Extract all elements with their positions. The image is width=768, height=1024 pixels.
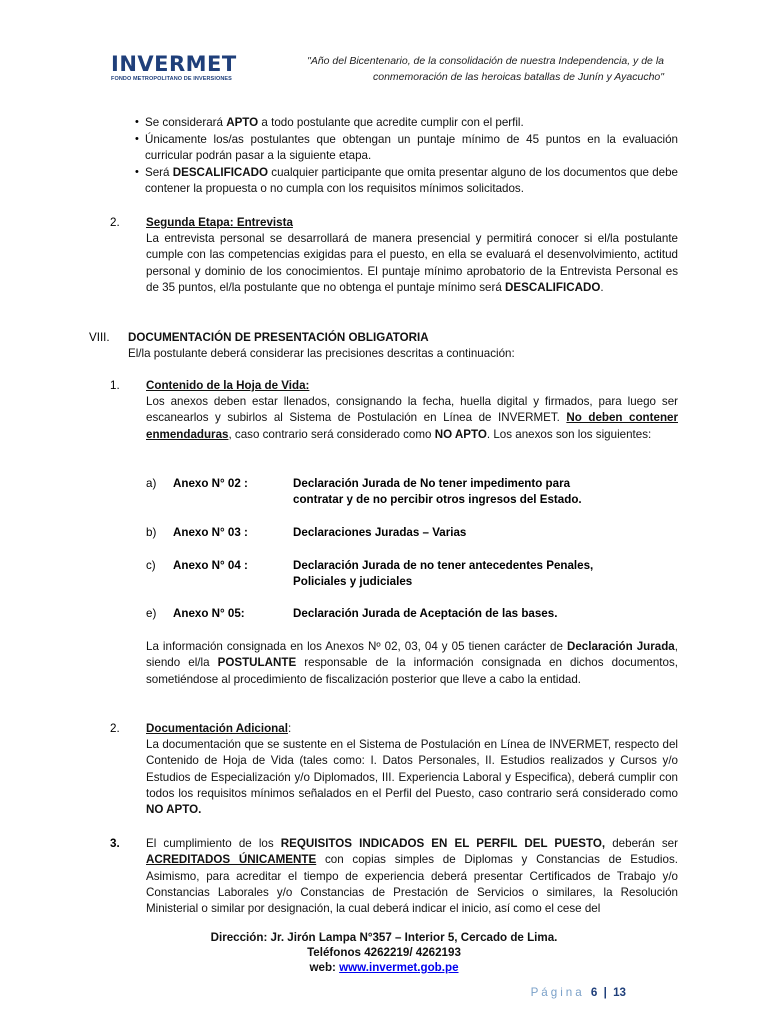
page-separator: | — [603, 986, 607, 999]
item-1-number: 1. — [110, 379, 120, 392]
bullet-item: Únicamente los/as postulantes que obtengan un puntaje mínimo de 45 puntos en la evaluación curricular podrán pasar a la siguiente etapa. — [145, 133, 678, 163]
bullet-icon: • — [135, 116, 139, 128]
footer-web — [0, 960, 768, 975]
item-3-number: 3. — [110, 837, 120, 850]
annex-description: Declaraciones Juradas – Varias — [293, 526, 467, 539]
stage-2-text: La entrevista personal se desarrollará de manera presencial y permitirá conocer si el/la postulante cumple con las competencias exigidas para el puesto, en ella se evaluará el desenvolvimiento, actitud personal y dominio de los conocimientos. El puntaje mínimo aprobatorio de la Entrevista Personal es de 35 puntos, el/la postulante que no obtenga el puntaje mínimo será DESCALIFICADO. — [146, 232, 678, 294]
annex-description: Declaración Jurada de Aceptación de las bases. — [293, 607, 558, 620]
annex-name: Anexo N° 04 : — [173, 559, 248, 572]
section-8-number: VIII. — [89, 331, 110, 344]
stage-2-title: Segunda Etapa: Entrevista — [146, 216, 293, 229]
annex-letter: b) — [146, 526, 157, 539]
annex-letter: a) — [146, 477, 157, 490]
bullet-icon: • — [135, 166, 139, 178]
annex-description: Declaración Jurada de No tener impedimento para contratar y de no percibir otros ingresos del Estado. — [293, 477, 582, 507]
section-8-title: DOCUMENTACIÓN DE PRESENTACIÓN OBLIGATORIA — [128, 331, 429, 344]
annex-name: Anexo N° 02 : — [173, 477, 248, 490]
annex-name: Anexo N° 05: — [173, 607, 245, 620]
item-1-title: Contenido de la Hoja de Vida: — [146, 379, 310, 392]
item-2-title: Documentación Adicional: — [146, 722, 292, 735]
annex-letter: e) — [146, 607, 157, 620]
annex-description: Declaración Jurada de no tener antecedentes Penales, Policiales y judiciales — [293, 559, 594, 589]
footer-phones: Teléfonos 4262219/ 4262193 — [307, 946, 461, 959]
item-1-text: Los anexos deben estar llenados, consignando la fecha, huella digital y firmados, para luego ser escanearlos y subirlos al Sistema de Postulación en Línea de INVERMET. No deben contener enmendaduras, caso contrario será considerado como NO APTO. Los anexos son los siguientes: — [146, 395, 678, 441]
annex-name: Anexo N° 03 : — [173, 526, 248, 539]
motto-line-2: conmemoración de las heroicas batallas de Junín y Ayacucho" — [373, 71, 664, 83]
page-total: 13 — [613, 986, 626, 999]
page-current: 6 — [590, 986, 598, 999]
annex-note: La información consignada en los Anexos Nº 02, 03, 04 y 05 tienen carácter de Declaración Jurada, siendo el/la POSTULANTE responsable de la información consignada en dichos documentos, sometiéndose al procedimiento de fiscalización posterior que lleve a cabo la entidad. — [146, 640, 678, 686]
invermet-logo — [111, 53, 251, 89]
logo-title: INVERMET — [111, 52, 237, 76]
footer-web-label: web: — [309, 961, 340, 974]
logo-subtitle: FONDO METROPOLITANO DE INVERSIONES — [111, 76, 232, 82]
website-link[interactable]: www.invermet.gob.pe — [339, 961, 459, 974]
page-label: Página — [530, 986, 585, 999]
footer-address: Dirección: Jr. Jirón Lampa N°357 – Interior 5, Cercado de Lima. — [210, 931, 558, 944]
bullet-icon: • — [135, 133, 139, 145]
item-3-text: El cumplimiento de los REQUISITOS INDICADOS EN EL PERFIL DEL PUESTO, deberán ser ACREDITADOS ÚNICAMENTE con copias simples de Diplomas y Constancias de Estudios. Asimismo, para acreditar el tiempo de experiencia deberá presentar Certificados de Trabajo y/o Constancias Laborales y/o Constancias de Prestación de Servicios o similares, la Resolución Ministerial o similar por designación, la cual deberá indicar el inicio, así como el cese del — [146, 837, 678, 916]
stage-2-number: 2. — [110, 216, 120, 229]
annex-letter: c) — [146, 559, 156, 572]
item-2-text: La documentación que se sustente en el Sistema de Postulación en Línea de INVERMET, respecto del Contenido de Hoja de Vida (tales como: I. Datos Personales, II. Estudios realizados y Cursos y/o Estudios de Especialización y/o Diplomados, III. Experiencia Laboral y Especifica), deberá cumplir con todos los requisitos mínimos señalados en el Perfil del Puesto, caso contrario será considerado como NO APTO. — [146, 738, 678, 817]
header-motto — [284, 53, 664, 85]
page-number — [531, 986, 626, 999]
item-2-number: 2. — [110, 722, 120, 735]
bullet-item: Se considerará APTO a todo postulante que acredite cumplir con el perfil. — [145, 116, 524, 129]
motto-line-1: "Año del Bicentenario, de la consolidación de nuestra Independencia, y de la — [307, 55, 664, 67]
section-8-intro: El/la postulante deberá considerar las precisiones descritas a continuación: — [128, 347, 515, 360]
bullet-item: Será DESCALIFICADO cualquier participante que omita presentar alguno de los documentos que debe contener la propuesta o no cumpla con los requisitos mínimos solicitados. — [145, 166, 678, 196]
